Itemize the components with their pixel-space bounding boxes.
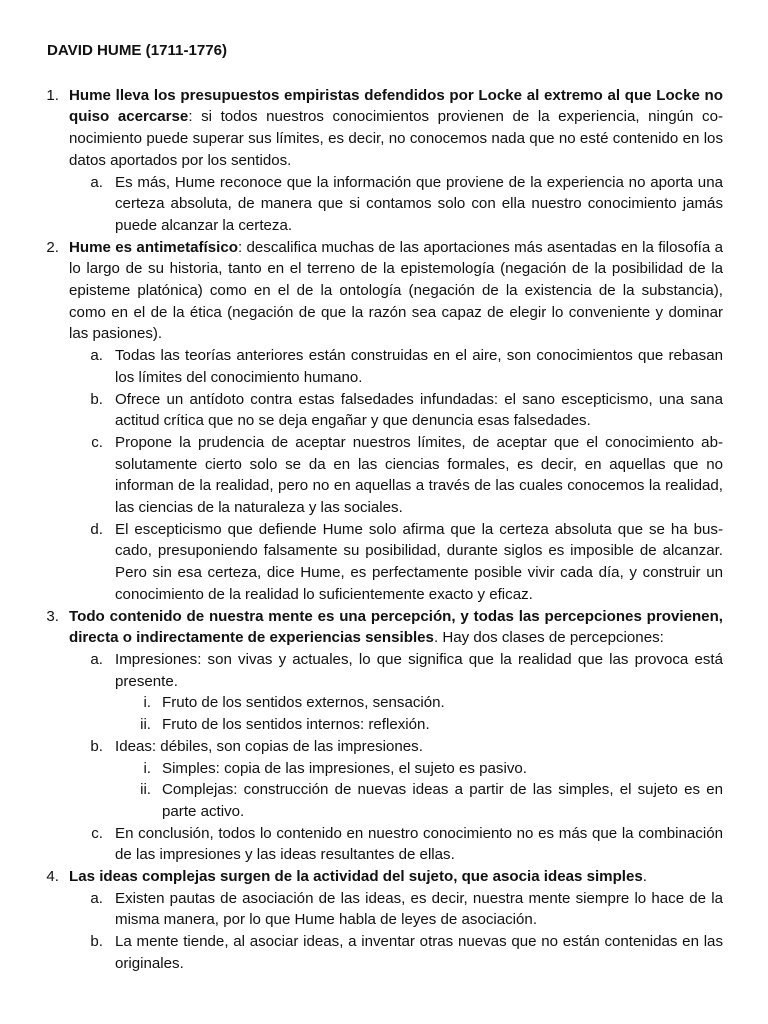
- list-marker: ii.: [140, 781, 151, 799]
- list-marker: a.: [90, 173, 103, 191]
- list-marker: ii.: [140, 716, 151, 734]
- list-marker: 2.: [46, 238, 59, 256]
- list-item-3a: [47, 649, 723, 692]
- item-heading: Las ideas complejas surgen de la actividad del sujeto, que asocia ideas simples: [69, 868, 643, 886]
- list-item-3a-i: [47, 692, 723, 714]
- item-heading: Hume es antimetafísico: [69, 238, 238, 256]
- list-item-3: [47, 606, 723, 649]
- list-item-4a: [47, 888, 723, 931]
- item-text: .: [642, 868, 647, 886]
- list-marker: c.: [91, 433, 103, 451]
- item-text: Complejas: construcción de nuevas ideas a partir de las simples, el sujeto es en parte activo.: [162, 781, 723, 820]
- list-marker: b.: [90, 737, 103, 755]
- document-page: [47, 40, 723, 975]
- list-marker: 4.: [46, 868, 59, 886]
- item-text: Fruto de los sentidos externos, sensación.: [162, 694, 445, 712]
- list-marker: a.: [90, 650, 103, 668]
- list-marker: 3.: [46, 607, 59, 625]
- item-text: Existen pautas de asociación de las ideas, es decir, nuestra mente siempre lo hace de la misma manera, por lo que Hume habla de leyes de asociación.: [115, 889, 723, 929]
- item-text: . Hay dos clases de percepciones:: [433, 629, 664, 647]
- list-item-4b: [47, 931, 723, 974]
- item-text: Simples: copia de las impresiones, el sujeto es pasivo.: [162, 759, 527, 777]
- list-marker: i.: [143, 759, 151, 777]
- list-marker: a.: [90, 889, 103, 907]
- item-text: Todas las teorías anteriores están construidas en el aire, son conocimientos que rebasan los límites del conocimiento humano.: [115, 347, 723, 386]
- item-text: Impresiones: son vivas y actuales, lo que significa que la realidad que las provoca está presente.: [115, 650, 723, 690]
- list-item-3c: [47, 823, 723, 866]
- item-heading: Todo contenido de nuestra mente es una percepción, y todas las percepciones provienen, directa o indirectamente de experiencias sensibles: [69, 607, 723, 647]
- list-item-3b-ii: [47, 779, 723, 822]
- item-text: El escepticismo que defiende Hume solo afirma que la certeza absoluta que se ha buscado, presuponiendo falsamente su posibilidad, durante siglos es imposible de alcanzar. Pero sin esa certeza, dice Hume, es perfectamente posible vivir cada día, y construir un conocimiento de la realidad lo suficientemente exacto y eficaz.: [115, 520, 723, 603]
- list-item-2c: [47, 432, 723, 519]
- list-item-2a: [47, 345, 723, 388]
- list-item-2b: [47, 389, 723, 432]
- list-item-3a-ii: [47, 714, 723, 736]
- item-text: : si todos nuestros conocimientos provienen de la experiencia, ningún conocimiento puede superar sus límites, es decir, no conocemos nada que no esté contenido en los datos aportados por los sentidos.: [69, 108, 724, 169]
- item-heading: Hume lleva los presupuestos empiristas defendidos por Locke al extremo al que Locke no quiso acercarse: [69, 86, 723, 126]
- list-marker: c.: [91, 824, 103, 842]
- list-marker: a.: [90, 347, 103, 365]
- list-item-1a: [47, 172, 723, 237]
- item-text: : descalifica muchas de las aportaciones más asentadas en la filosofía a lo largo de su historia, tanto en el terreno de la epistemología (negación de la posibilidad de la episteme platónica) como en el de la ontología (negación de la existencia de la substancia), como en el de la ética (negación de que la razón sea capaz de elegir lo conveniente y dominar las pasiones).: [69, 238, 723, 343]
- list-marker: b.: [90, 390, 103, 408]
- item-text: Ideas: débiles, son copias de las impresiones.: [115, 737, 423, 755]
- list-item-1: [47, 85, 723, 172]
- list-item-4: [47, 866, 723, 888]
- list-item-3b: [47, 736, 723, 758]
- document-title: DAVID HUME (1711-1776): [47, 42, 228, 59]
- item-text: Ofrece un antídoto contra estas falsedades infundadas: el sano escepticismo, una sana actitud crítica que no se deja engañar y que denuncia esas falsedades.: [115, 390, 723, 430]
- list-marker: d.: [90, 520, 103, 538]
- item-text: En conclusión, todos lo contenido en nuestro conocimiento no es más que la combinación de las impresiones y las ideas resultantes de ellas.: [115, 824, 723, 864]
- item-text: Fruto de los sentidos internos: reflexión.: [162, 716, 430, 734]
- item-text: Es más, Hume reconoce que la información que proviene de la experiencia no aporta una certeza absoluta, de manera que si contamos solo con ella nuestro conocimiento jamás puede alcanzar la certeza.: [115, 173, 723, 234]
- item-text: La mente tiende, al asociar ideas, a inventar otras nuevas que no están contenidas en las originales.: [115, 933, 723, 972]
- list-marker: b.: [90, 933, 103, 951]
- list-item-2: [47, 237, 723, 346]
- list-item-2d: [47, 519, 723, 606]
- list-marker: 1.: [46, 86, 59, 104]
- list-item-3b-i: [47, 758, 723, 780]
- list-marker: i.: [143, 694, 151, 712]
- item-text: Propone la prudencia de aceptar nuestros límites, de aceptar que el conocimiento absolutamente cierto solo se da en las ciencias formales, es decir, en aquellas que no informan de la realidad, pero no en aquellas a través de las cuales conocemos la realidad, las ciencias de la naturaleza y las sociales.: [115, 433, 723, 517]
